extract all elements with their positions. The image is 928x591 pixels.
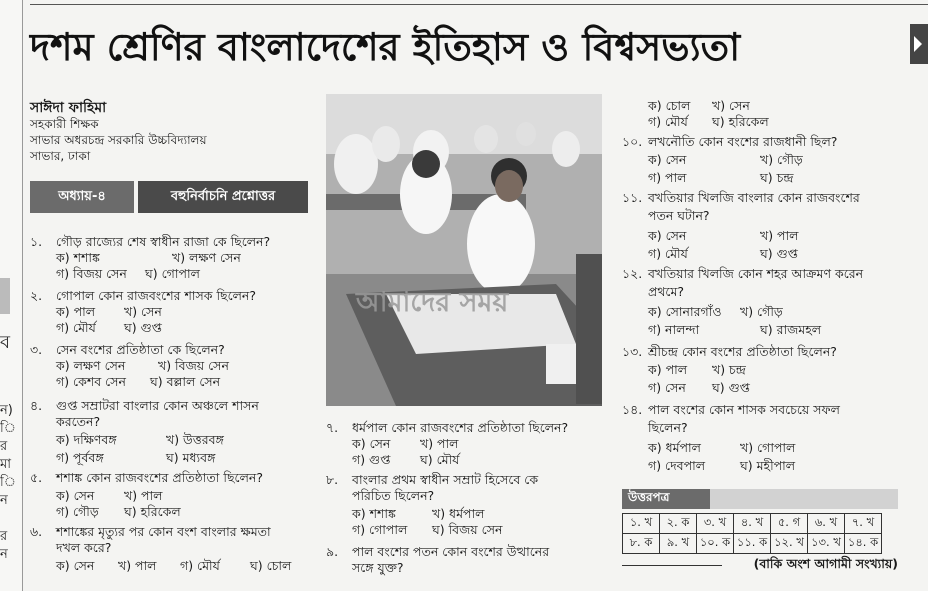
option: ক) সেন <box>56 558 95 573</box>
answer-sheet-heading: উত্তরপত্র <box>622 489 710 509</box>
option: ঘ) গোপাল <box>145 266 200 281</box>
question-9-cont: সঙ্গে যুক্ত? <box>352 560 404 575</box>
answer-cell: ৭. খ <box>845 514 882 534</box>
option: ক) ধর্মপাল <box>648 440 701 455</box>
option: গ) মৌর্য <box>56 320 96 335</box>
question-12: ১২. বখতিয়ার খিলজি কোন শহর আক্রমণ করেন <box>622 266 864 281</box>
edge-text: র <box>0 529 8 544</box>
question-14-cont: ছিলেন? <box>648 420 688 435</box>
option: ক) সেন <box>352 436 391 451</box>
question-6: ৬. শশাঙ্কের মৃত্যুর পর কোন বংশ বাংলার ক্ষমতা <box>30 524 271 539</box>
option: ঘ) বল্লাল সেন <box>150 374 221 389</box>
question-8-cont: পরিচিত ছিলেন? <box>352 488 435 503</box>
option: ক) পাল <box>648 362 688 377</box>
option: খ) সেন <box>712 98 750 113</box>
table-row <box>623 514 882 534</box>
option: ঘ) রাজমহল <box>760 322 822 337</box>
option: খ) গোপাল <box>740 440 796 455</box>
answer-cell: ১০. ক <box>697 534 734 554</box>
option: ক) চোল <box>648 98 691 113</box>
option: ক) শশাঙ্ক <box>56 250 100 265</box>
question-3: ৩. সেন বংশের প্রতিষ্ঠাতা কে ছিলেন? <box>30 342 225 357</box>
option: ক) পাল <box>56 304 96 319</box>
option: গ) পাল <box>648 170 687 185</box>
question-12-cont: প্রথমে? <box>648 284 685 299</box>
question-11-cont: পতন ঘটান? <box>648 208 710 223</box>
option: গ) গৌড় <box>56 504 99 519</box>
author-designation: সহকারী শিক্ষক <box>30 117 99 131</box>
option: ক) সোনারগাঁও <box>648 304 722 319</box>
option: খ) পাল <box>118 558 157 573</box>
option: ঘ) মহীপাল <box>740 458 796 473</box>
answer-cell: ১২. খ <box>771 534 808 554</box>
answer-cell: ১৩. খ <box>808 534 845 554</box>
question-4: ৪. গুপ্ত সম্রাটরা বাংলার কোন অঞ্চলে শাসন <box>30 398 259 413</box>
option: ঘ) গুপ্ত <box>760 246 798 261</box>
option: গ) গুপ্ত <box>352 452 391 467</box>
answer-cell: ৪. খ <box>734 514 771 534</box>
question-2: ২. গোপাল কোন রাজবংশের শাসক ছিলেন? <box>30 288 257 303</box>
option: খ) গৌড় <box>760 152 803 167</box>
answer-cell: ৩. খ <box>697 514 734 534</box>
option: ক) দক্ষিণবঙ্গ <box>56 432 117 447</box>
answer-cell: ১১. ক <box>734 534 771 554</box>
question-1: ১. গৌড় রাজ্যের শেষ স্বাধীন রাজা কে ছিলেন? <box>30 234 271 249</box>
top-rule <box>30 4 928 5</box>
chapter-banner <box>30 181 308 213</box>
question-8: ৮. বাংলার প্রথম স্বাধীন সম্রাট হিসেবে কে <box>326 472 539 487</box>
photo-watermark: আমাদের সময় <box>356 287 509 318</box>
option: ঘ) গুপ্ত <box>124 320 162 335</box>
answer-table <box>622 513 882 554</box>
answer-cell: ৯. খ <box>660 534 697 554</box>
edge-text: ি <box>0 475 16 490</box>
question-10: ১০. লখনৌতি কোন বংশের রাজধানী ছিল? <box>622 134 838 149</box>
option: ঘ) গুপ্ত <box>712 380 750 395</box>
author-school: সাভার অধরচন্দ্র সরকারি উচ্চবিদ্যালয় <box>30 133 207 147</box>
option: খ) লক্ষণ সেন <box>172 250 241 265</box>
question-13: ১৩. শ্রীচন্দ্র কোন বংশের প্রতিষ্ঠাতা ছিলেন? <box>622 344 837 359</box>
question-6-cont: দখল করে? <box>56 540 112 555</box>
option: ঘ) চোল <box>250 558 292 573</box>
question-11: ১১. বখতিয়ার খিলজি বাংলার কোন রাজবংশের <box>622 190 860 205</box>
option: ক) সেন <box>648 152 687 167</box>
answer-cell: ৬. খ <box>808 514 845 534</box>
option: গ) দেবপাল <box>648 458 706 473</box>
option: খ) চন্দ্র <box>712 362 746 377</box>
question-14: ১৪. পাল বংশের কোন শাসক সবচেয়ে সফল <box>622 402 840 417</box>
next-arrow-icon <box>910 24 928 64</box>
option: গ) কেশব সেন <box>56 374 126 389</box>
edge-text: ন <box>0 547 8 562</box>
answer-cell: ১. খ <box>623 514 660 534</box>
question-5: ৫. শশাঙ্ক কোন রাজবংশের প্রতিষ্ঠাতা ছিলেন? <box>30 470 263 485</box>
option: গ) গোপাল <box>352 522 408 537</box>
option: ক) শশাঙ্ক <box>352 506 396 521</box>
edge-text: ি <box>0 421 16 436</box>
option: গ) সেন <box>648 380 686 395</box>
adjacent-article-edge <box>0 0 23 591</box>
option: ঘ) বিজয় সেন <box>432 522 503 537</box>
option: ক) সেন <box>56 488 95 503</box>
question-7: ৭. ধর্মপাল কোন রাজবংশের প্রতিষ্ঠাতা ছিলেন? <box>326 420 569 435</box>
option: খ) গৌড় <box>740 304 783 319</box>
option: গ) মৌর্য <box>648 114 688 129</box>
option: খ) পাল <box>420 436 459 451</box>
exam-hall-photo <box>326 94 602 406</box>
question-4-cont: করতেন? <box>56 414 101 429</box>
table-row <box>623 534 882 554</box>
edge-text: ন) <box>0 403 13 418</box>
option: গ) পূর্ববঙ্গ <box>56 450 104 465</box>
author-name: সাঈদা ফাহিমা <box>30 100 107 116</box>
edge-text: মা <box>0 457 11 472</box>
option: গ) মৌর্য <box>648 246 688 261</box>
option: গ) বিজয় সেন <box>56 266 127 281</box>
answer-cell: ১৪. ক <box>845 534 882 554</box>
option: ঘ) মৌর্য <box>420 452 460 467</box>
option: খ) ধর্মপাল <box>432 506 485 521</box>
option: ঘ) হরিকেল <box>712 114 769 129</box>
option: গ) মৌর্য <box>180 558 220 573</box>
answer-sheet-bar <box>710 489 898 509</box>
answer-cell: ৫. গ <box>771 514 808 534</box>
option: খ) সেন <box>124 304 162 319</box>
option: ঘ) মধ্যবঙ্গ <box>166 450 216 465</box>
continued-note: (বাকি অংশ আগামী সংখ্যায়) <box>753 556 898 571</box>
edge-text: র <box>0 439 8 454</box>
answer-cell: ৮. ক <box>623 534 660 554</box>
option: খ) বিজয় সেন <box>158 358 229 373</box>
option: খ) পাল <box>124 488 163 503</box>
option: ঘ) চন্দ্র <box>760 170 794 185</box>
chapter-title: বহুনির্বাচনি প্রশ্নোত্তর <box>138 181 308 213</box>
option: খ) পাল <box>760 228 799 243</box>
edge-text: ব <box>0 332 11 353</box>
chapter-label: অধ্যায়-৪ <box>30 181 134 213</box>
option: খ) উত্তরবঙ্গ <box>166 432 224 447</box>
option: ক) সেন <box>648 228 687 243</box>
option: ক) লক্ষণ সেন <box>56 358 126 373</box>
option: গ) নালন্দা <box>648 322 700 337</box>
adjacent-article-box <box>0 278 10 314</box>
edge-text: ন <box>0 493 8 508</box>
option: ঘ) হরিকেল <box>124 504 181 519</box>
students-in-exam-photo <box>326 94 602 406</box>
article-headline: দশম শ্রেণির বাংলাদেশের ইতিহাস ও বিশ্বসভ্যতা <box>30 24 741 69</box>
answer-cell: ২. ক <box>660 514 697 534</box>
question-9: ৯. পাল বংশের পতন কোন বংশের উত্থানের <box>326 544 550 559</box>
author-location: সাভার, ঢাকা <box>30 149 91 163</box>
